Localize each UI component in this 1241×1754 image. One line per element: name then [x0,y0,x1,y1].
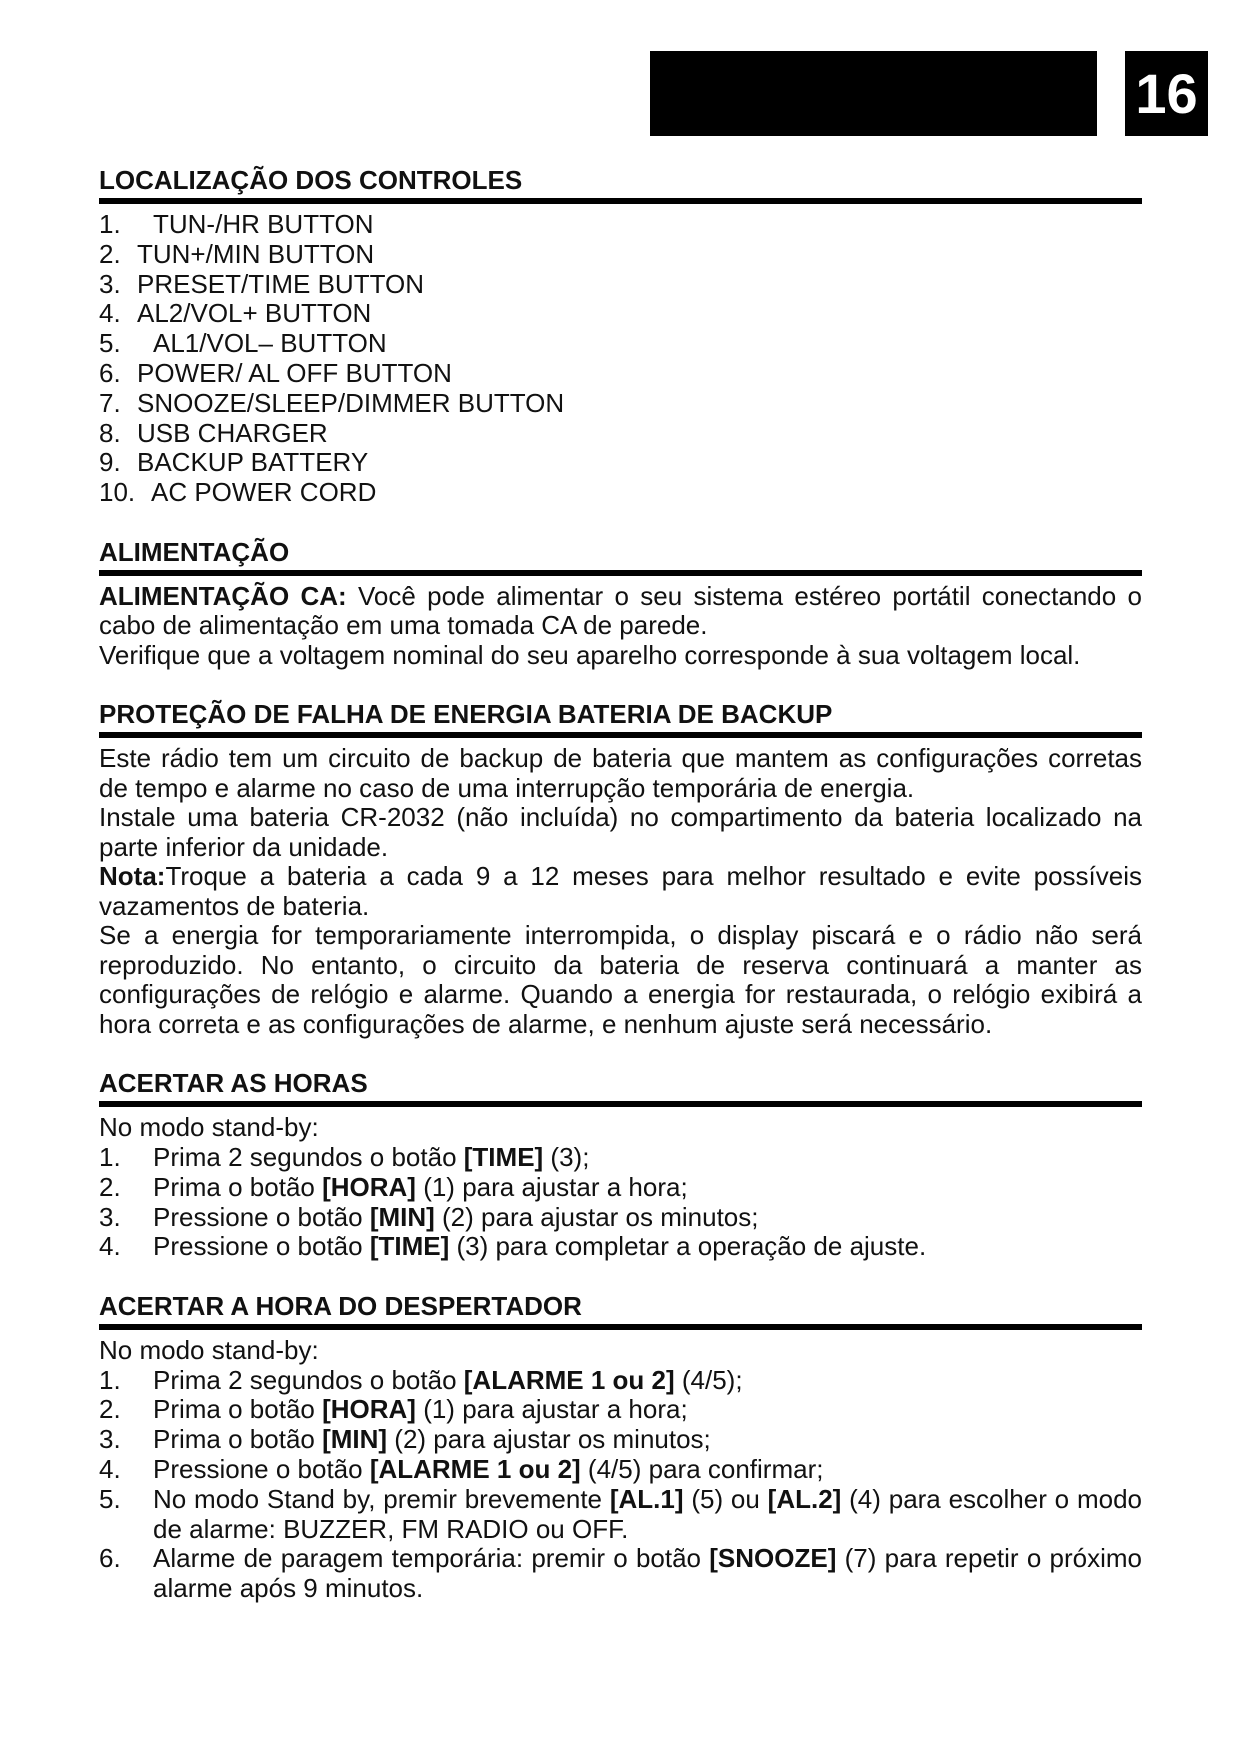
step-text: No modo Stand by, premir brevemente [153,1483,610,1514]
step-text: Pressione o botão [153,1231,370,1262]
step-text: Prima o botão [153,1394,323,1425]
step-number: 1. [99,1141,121,1172]
item-text: TUN-/HR BUTTON [153,209,374,239]
note-paragraph [99,862,1142,921]
item-number: 8. [99,417,121,448]
list-item [99,1395,1142,1425]
item-text: AL1/VOL– BUTTON [153,328,387,359]
button-ref: [AL.1] [609,1483,684,1514]
item-number: 6. [99,357,121,388]
step-text: Prima o botão [153,1424,323,1455]
item-number: 4. [99,298,121,329]
step-text: (1) para ajustar a hora; [415,1394,688,1425]
list-item [99,419,1142,449]
section-set-alarm [99,1290,1142,1604]
paragraph: Se a energia for temporariamente interrompida, o display piscará e o rádio não será reproduzido. No entanto, o circuito da bateria de reserva continuará a manter as configurações de relógio e alarme. Quando a energia for restaurada, o relógio exibirá a hora correta e as configurações de alarme, e nenhum ajuste será necessário. [99,920,1142,1039]
section-backup [99,698,1142,1039]
step-text: Prima o botão [153,1171,323,1202]
step-number: 3. [99,1201,121,1232]
section-divider [99,1101,1142,1107]
step-text: Pressione o botão [153,1454,370,1485]
section-divider [99,1324,1142,1330]
section-title: LOCALIZAÇÃO DOS CONTROLES [99,165,523,195]
item-text: PRESET/TIME BUTTON [137,268,424,299]
item-number: 2. [99,238,121,269]
step-text: (2) para ajustar os minutos; [434,1201,759,1232]
paragraph: Instale uma bateria CR-2032 (não incluída) no compartimento da bateria localizado na parte inferior da unidade. [99,802,1142,862]
section-title: ACERTAR A HORA DO DESPERTADOR [99,1291,582,1322]
section-title: ALIMENTAÇÃO [99,536,290,567]
paragraph: Este rádio tem um circuito de backup de bateria que mantem as configurações corretas de tempo e alarme no caso de uma interrupção temporária de energia. [99,743,1142,803]
step-text: (5) ou [683,1483,768,1514]
list-item [99,210,1142,240]
section-title: PROTEÇÃO DE FALHA DE ENERGIA BATERIA DE BACKUP [99,699,833,730]
button-ref: [HORA] [322,1171,416,1202]
section-title: ACERTAR AS HORAS [99,1068,368,1099]
step-text: Prima 2 segundos o botão [153,1364,464,1395]
item-text: AC POWER CORD [151,477,377,508]
list-item [99,359,1142,389]
item-number: 5. [99,328,121,359]
step-text: Prima 2 segundos o botão [153,1141,464,1172]
section-divider [99,198,1142,204]
paragraph: Verifique que a voltagem nominal do seu aparelho corresponde à sua voltagem local. [99,639,1081,670]
intro-text: No modo stand-by: [99,1112,319,1143]
list-item [99,299,1142,329]
button-ref: [HORA] [322,1394,416,1425]
paragraph [99,582,1142,641]
step-number: 3. [99,1424,121,1455]
button-ref: [MIN] [322,1424,388,1455]
section-controls [99,164,1142,508]
item-text: TUN+/MIN BUTTON [137,238,375,269]
list-item [99,329,1142,359]
intro-text: No modo stand-by: [99,1335,319,1366]
section-divider [99,732,1142,738]
item-text: AL2/VOL+ BUTTON [137,298,372,329]
item-number: 7. [99,387,121,418]
button-ref: [TIME] [369,1231,450,1262]
list-item [99,240,1142,270]
step-text: (3) para completar a operação de ajuste. [449,1231,927,1262]
list-item [99,1455,1142,1485]
step-number: 4. [99,1454,121,1485]
step-number: 1. [99,1364,121,1395]
step-number: 5. [99,1483,121,1514]
steps-list [99,1143,1142,1262]
list-item [99,1203,1142,1233]
button-ref: [AL.2] [767,1483,842,1514]
list-item [99,1425,1142,1455]
bold-label: ALIMENTAÇÃO CA: [99,580,347,611]
list-item [99,1173,1142,1203]
button-ref: [ALARME 1 ou 2] [369,1454,581,1485]
item-number: 10. [99,477,136,508]
button-ref: [MIN] [369,1201,435,1232]
step-text: Pressione o botão [153,1201,370,1232]
note-label: Nota: [99,861,166,892]
page-number: 16 [1125,51,1208,136]
item-text: SNOOZE/SLEEP/DIMMER BUTTON [137,387,565,418]
item-number: 1. [99,209,121,239]
page-content [99,164,1142,1632]
header-bar [650,51,1097,136]
step-text: (3); [543,1141,590,1172]
step-text: (4/5); [674,1364,743,1395]
item-number: 3. [99,268,121,299]
list-item [99,1485,1142,1545]
step-number: 2. [99,1394,121,1425]
section-set-time [99,1067,1142,1262]
list-item [99,478,1142,508]
button-ref: [TIME] [463,1141,544,1172]
step-text: (4/5) para confirmar; [580,1454,824,1485]
step-text: (4) para escolher o modo de alarme: BUZZER, FM RADIO ou OFF. [153,1483,1142,1544]
step-number: 6. [99,1543,121,1574]
list-item [99,448,1142,478]
button-ref: [ALARME 1 ou 2] [463,1364,675,1395]
step-number: 4. [99,1231,121,1262]
item-text: USB CHARGER [137,417,328,448]
button-ref: [SNOOZE] [709,1543,837,1574]
step-text: Alarme de paragem temporária: premir o botão [153,1543,710,1574]
step-text: (2) para ajustar os minutos; [387,1424,711,1455]
paragraph-text: Você pode alimentar o seu sistema estéreo portátil conectando o cabo de alimentação em uma tomada CA de parede. [99,580,1142,641]
controls-list [99,210,1142,508]
step-text: (7) para repetir o próximo alarme após 9 minutos. [153,1543,1142,1604]
list-item [99,1366,1142,1396]
step-text: (1) para ajustar a hora; [415,1171,688,1202]
item-text: POWER/ AL OFF BUTTON [137,357,452,388]
item-text: BACKUP BATTERY [137,447,369,478]
item-number: 9. [99,447,121,478]
note-text: Troque a bateria a cada 9 a 12 meses para melhor resultado e evite possíveis vazamentos de bateria. [99,861,1142,921]
section-divider [99,570,1142,576]
list-item [99,270,1142,300]
steps-list [99,1366,1142,1604]
list-item [99,389,1142,419]
list-item [99,1143,1142,1173]
list-item [99,1544,1142,1604]
list-item [99,1232,1142,1262]
section-power [99,536,1142,671]
step-number: 2. [99,1171,121,1202]
